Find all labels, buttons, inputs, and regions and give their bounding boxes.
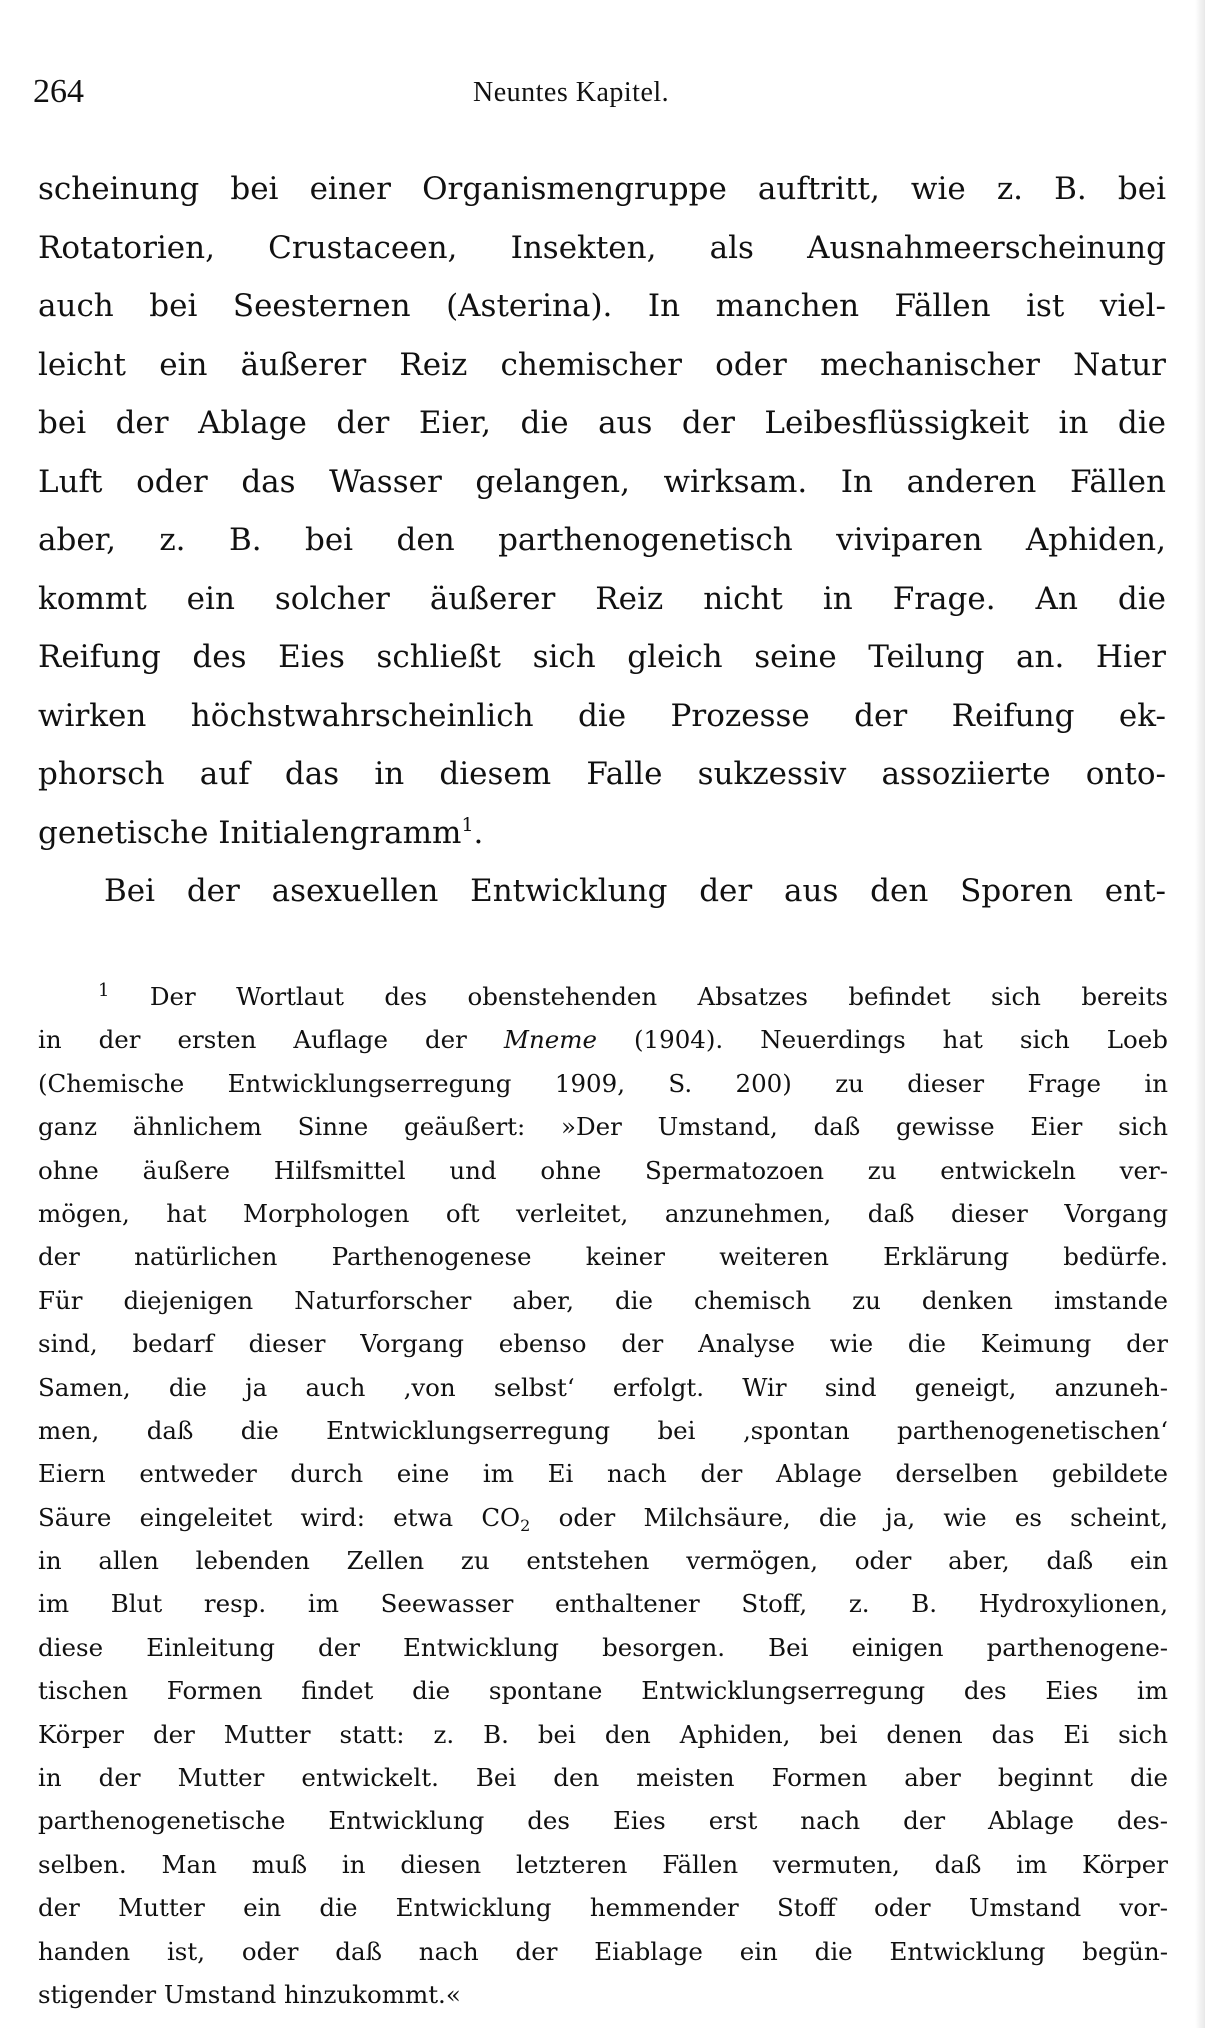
body-line-with-footnote-ref: genetische Initialengramm$^1$. [38,813,484,851]
footnote-text-segment: in der ersten Auflage der [38,1025,504,1055]
body-line: bei der Ablage der Eier, die aus der Leibesflüssigkeit in die [38,405,1166,441]
body-line: phorsch auf das in diesem Falle sukzessiv assoziierte onto- [38,756,1166,792]
footnote-line: stigender Umstand hinzukommt.« [38,1979,461,2009]
main-text [38,160,1166,921]
footnote-line: tischen Formen findet die spontane Entwicklungserregung des Eies im [38,1676,1168,1706]
footnote-line: handen ist, oder daß nach der Eiablage ein die Entwicklung begün- [38,1936,1168,1966]
body-line: leicht ein äußerer Reiz chemischer oder mechanischer Natur [38,346,1166,383]
footnote-line: der Mutter ein die Entwicklung hemmender Stoff oder Umstand vor- [38,1893,1168,1923]
book-title-mneme: Mneme [503,1025,597,1055]
footnote-text-segment: Säure eingeleitet wird: etwa CO [38,1502,521,1532]
footnote-line: im Blut resp. im Seewasser enthaltener Stoff, z. B. Hydroxylionen, [38,1589,1168,1619]
footnote-text-segment: (1904). Neuerdings hat sich Loeb [596,1025,1168,1055]
footnote-line: Eiern entweder durch eine im Ei nach der Ablage derselben gebildete [38,1459,1168,1489]
footnote-line: men, daß die Entwicklungserregung bei ‚spontan parthenogenetischen‘ [38,1415,1168,1445]
footnote-marker: 1 [98,980,110,1001]
footnote-line [38,975,1168,1018]
body-line: auch bei Seesternen (Asterina). In manchen Fällen ist viel- [38,288,1166,324]
footnote-reference: 1 [461,813,474,836]
footnote-line: ganz ähnlichem Sinne geäußert: »Der Umstand, daß gewisse Eier sich [38,1112,1168,1142]
page-edge-shadow [1195,0,1205,2028]
body-line: Rotatorien, Crustaceen, Insekten, als Ausnahmeerscheinung [38,229,1166,266]
page-number: 264 [33,73,84,110]
body-line: Luft oder das Wasser gelangen, wirksam. In anderen Fällen [38,463,1166,500]
footnote-first-line: Der Wortlaut des obenstehenden Absatzes befindet sich bereits [149,982,1168,1011]
footnote-line: Samen, die ja auch ‚von selbst‘ erfolgt. Wir sind geneigt, anzuneh- [38,1372,1168,1402]
footnote-line: Körper der Mutter statt: z. B. bei den Aphiden, bei denen das Ei sich [38,1719,1168,1749]
body-line: Reifung des Eies schließt sich gleich seine Teilung an. Hier [38,639,1166,675]
body-line: kommt ein solcher äußerer Reiz nicht in Frage. An die [38,580,1166,617]
body-line-text: genetische Initialengramm [38,814,462,851]
footnote-line: ohne äußere Hilfsmittel und ohne Spermatozoen zu entwickeln ver- [38,1155,1168,1185]
footnote-line: sind, bedarf dieser Vorgang ebenso der Analyse wie die Keimung der [38,1329,1168,1359]
paragraph-start: Bei der asexuellen Entwicklung der aus den Sporen ent- [104,873,1166,909]
body-line: aber, z. B. bei den parthenogenetisch viviparen Aphiden, [38,522,1166,558]
page-header [33,72,1163,122]
co2-subscript: 2 [520,1515,531,1535]
footnote-line: der natürlichen Parthenogenese keiner weiteren Erklärung bedürfe. [38,1242,1168,1272]
footnote [38,975,1168,2016]
footnote-line: parthenogenetische Entwicklung des Eies erst nach der Ablage des- [38,1806,1168,1836]
running-head: Neuntes Kapitel. [473,77,670,108]
footnote-line: Für diejenigen Naturforscher aber, die chemisch zu denken imstande [38,1285,1168,1315]
footnote-line [38,1496,1168,1539]
body-line: scheinung bei einer Organismengruppe auftritt, wie z. B. bei [38,171,1166,207]
footnote-text-segment: oder Milchsäure, die ja, wie es scheint, [530,1502,1168,1532]
footnote-line: (Chemische Entwicklungserregung 1909, S. 200) zu dieser Frage in [38,1068,1168,1098]
body-line: wirken höchstwahrscheinlich die Prozesse der Reifung ek- [38,697,1166,734]
footnote-line: diese Einleitung der Entwicklung besorgen. Bei einigen parthenogene- [38,1632,1168,1662]
footnote-line: mögen, hat Morphologen oft verleitet, anzunehmen, daß dieser Vorgang [38,1198,1168,1228]
footnote-line [38,1018,1168,1061]
footnote-line: in allen lebenden Zellen zu entstehen vermögen, oder aber, daß ein [38,1546,1168,1576]
footnote-line: in der Mutter entwickelt. Bei den meisten Formen aber beginnt die [38,1763,1168,1793]
footnote-line: selben. Man muß in diesen letzteren Fällen vermuten, daß im Körper [38,1849,1168,1879]
